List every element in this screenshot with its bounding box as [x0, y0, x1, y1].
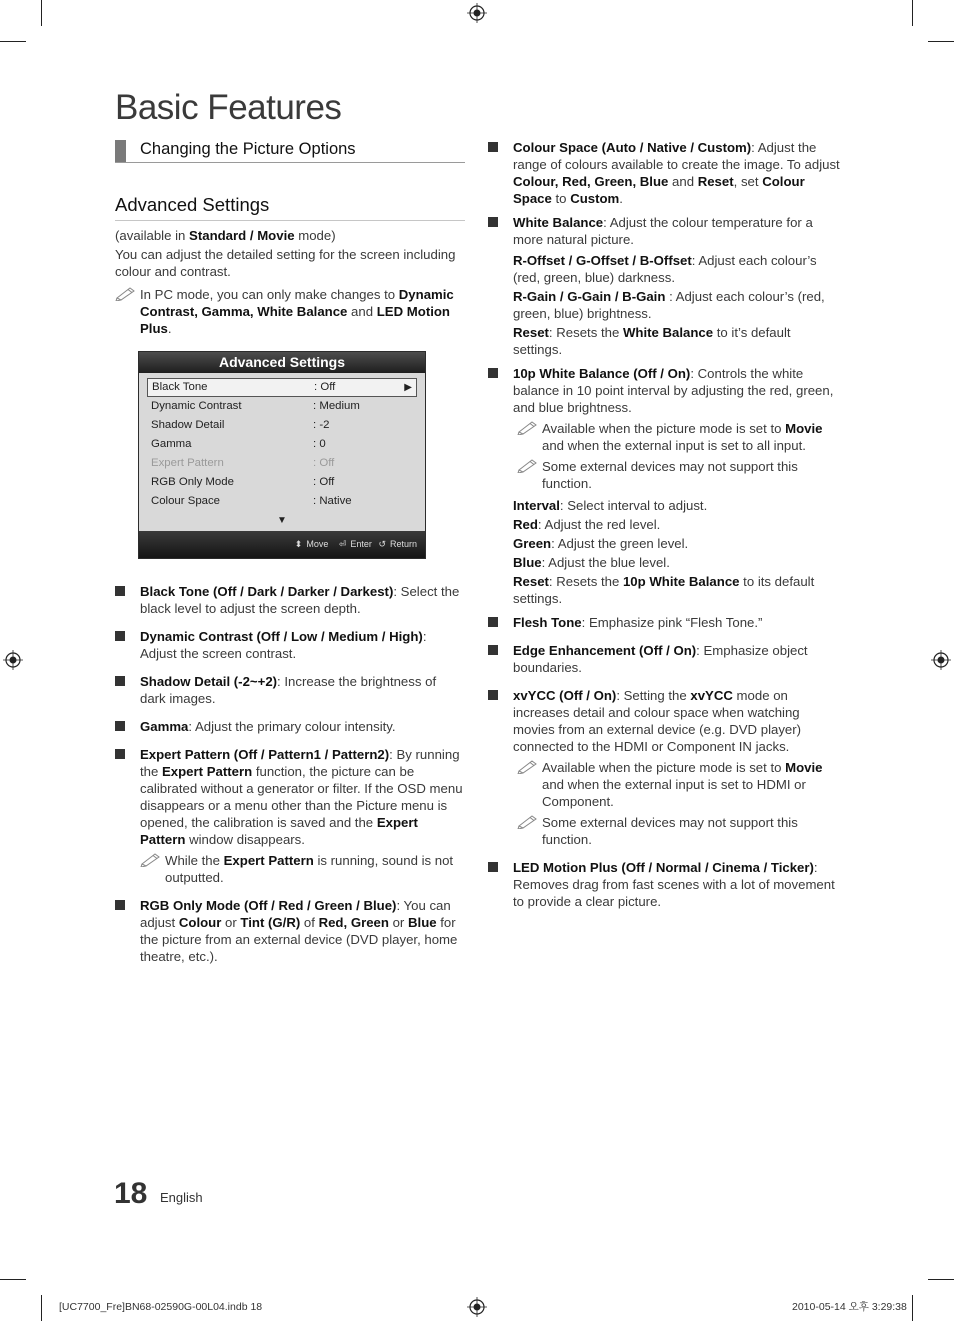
10p-green: Green: Adjust the green level.: [513, 536, 689, 551]
note-pencil-icon: [115, 285, 137, 301]
print-date: 2010-05-14 오후 3:29:38: [792, 1301, 907, 1313]
10p-interval: Interval: Select interval to adjust.: [513, 498, 708, 513]
crop-mark: [0, 1279, 26, 1280]
note-pencil-icon: [517, 457, 539, 473]
10p-reset: Reset: Resets the 10p White Balance to its default settings.: [513, 574, 815, 606]
registration-mark-icon: [467, 1297, 487, 1317]
crop-mark: [0, 41, 26, 42]
osd-row-gamma[interactable]: Gamma : 0: [151, 438, 326, 450]
xvycc-note-external: Some external devices may not support this function.: [517, 814, 840, 848]
expert-pattern-note: While the Expert Pattern is running, sound is not outputted.: [140, 852, 465, 886]
right-item-list: [488, 139, 840, 910]
list-item-dynamic-contrast: Dynamic Contrast (Off / Low / Medium / High): Adjust the screen contrast.: [115, 628, 465, 662]
section-heading: [115, 138, 465, 163]
bullet-square-icon: [488, 368, 498, 378]
bullet-square-icon: [488, 862, 498, 872]
crop-mark: [928, 41, 954, 42]
list-item-white-balance: White Balance: Adjust the colour temperature for a more natural picture. R-Offset / G-Offset / B-Offset: Adjust each colour’s (red, green, blue) darkness. R-Gain / G-Gain / B-Gain : Adjust each colour’s (red, green, blue) brightness. Reset: Resets the White Balance to it’s default settings.: [488, 214, 840, 358]
bullet-square-icon: [115, 721, 125, 731]
pc-mode-note: In PC mode, you can only make changes to Dynamic Contrast, Gamma, White Balance and LED Motion Plus.: [115, 286, 465, 337]
list-item-edge-enhancement: Edge Enhancement (Off / On): Emphasize object boundaries.: [488, 642, 840, 676]
section-bar: [115, 140, 126, 162]
file-name: [UC7700_Fre]BN68-02590G-00L04.indb 18: [59, 1301, 263, 1313]
page-number: 18: [114, 1177, 148, 1210]
list-item-shadow-detail: Shadow Detail (-2~+2): Increase the brightness of dark images.: [115, 673, 465, 707]
crop-mark: [41, 1295, 42, 1321]
crop-mark: [912, 1295, 913, 1321]
intro-description: You can adjust the detailed setting for the screen including colour and contrast.: [115, 247, 456, 279]
osd-enter-label: Enter: [350, 539, 372, 549]
left-column: [115, 138, 465, 972]
white-balance-reset: Reset: Resets the White Balance to it’s default settings.: [513, 325, 791, 357]
bullet-square-icon: [488, 690, 498, 700]
bullet-square-icon: [488, 142, 498, 152]
bullet-square-icon: [115, 900, 125, 910]
bullet-square-icon: [115, 586, 125, 596]
note-pencil-icon: [517, 758, 539, 774]
osd-rows: [147, 378, 417, 511]
subsection-title: Advanced Settings: [115, 193, 465, 221]
crop-mark: [41, 0, 42, 26]
xvycc-note-movie: Available when the picture mode is set to Movie and when the external input is set to HDMI or Component.: [517, 759, 840, 810]
bullet-square-icon: [115, 749, 125, 759]
list-item-flesh-tone: Flesh Tone: Emphasize pink “Flesh Tone.”: [488, 614, 840, 631]
osd-move-label: Move: [306, 539, 329, 549]
registration-mark-icon: [931, 650, 951, 670]
bullet-square-icon: [488, 217, 498, 227]
list-item-10p-white-balance: 10p White Balance (Off / On): Controls the white balance in 10 point interval by adjusting the red, green, and blue brightness. Available when the picture mode is set to Movie and when the external input is set to all input. Some external devices may not support this function. Interval: Select interval to adjust. Red: Adjust the red level. Green: Adjust the green level. Blue: Adjust the blue level. Reset: Resets the 10p White Balance to its default settings.: [488, 365, 840, 607]
white-balance-offset: R-Offset / G-Offset / B-Offset: Adjust each colour’s (red, green, blue) darkness.: [513, 253, 817, 285]
left-item-list: [115, 583, 465, 965]
note-pencil-icon: [517, 813, 539, 829]
10p-blue: Blue: Adjust the blue level.: [513, 555, 670, 570]
section-title: Changing the Picture Options: [140, 140, 356, 158]
white-balance-gain: R-Gain / G-Gain / B-Gain : Adjust each colour’s (red, green, blue) brightness.: [513, 289, 825, 321]
list-item-xvycc: xvYCC (Off / On): Setting the xvYCC mode on increases detail and colour space when watching movies from an external device (e.g. DVD player) connected to the HDMI or Component IN jacks. Available when the picture mode is set to Movie and when the external input is set to HDMI or Component. Some external devices may not support this function.: [488, 687, 840, 848]
list-item-gamma: Gamma: Adjust the primary colour intensity.: [115, 718, 465, 735]
return-icon: ↺: [378, 539, 386, 549]
bullet-square-icon: [115, 631, 125, 641]
10p-red: Red: Adjust the red level.: [513, 517, 661, 532]
osd-row-colour-space[interactable]: Colour Space : Native: [151, 495, 352, 507]
language-label: English: [160, 1190, 203, 1205]
10p-note-movie: Available when the picture mode is set to Movie and when the external input is set to all input.: [517, 420, 840, 454]
osd-row-dynamic-contrast[interactable]: Dynamic Contrast : Medium: [151, 400, 360, 412]
scroll-down-icon: ▼: [277, 515, 287, 526]
right-column: [488, 139, 840, 917]
10p-note-external: Some external devices may not support this function.: [517, 458, 840, 492]
crop-mark: [928, 1279, 954, 1280]
osd-title: Advanced Settings: [139, 352, 425, 373]
note-pencil-icon: [140, 851, 162, 867]
osd-row-shadow-detail[interactable]: Shadow Detail : -2: [151, 419, 330, 431]
enter-icon: ⏎: [338, 539, 347, 549]
list-item-expert-pattern: Expert Pattern (Off / Pattern1 / Pattern2): By running the Expert Pattern function, the picture can be calibrated without a generator or filter. If the OSD menu disappears or a menu other than the Picture menu is opened, the calibration is saved and the Expert Pattern window disappears. While the Expert Pattern is running, sound is not outputted.: [115, 746, 465, 886]
registration-mark-icon: [3, 650, 23, 670]
osd-row-black-tone[interactable]: Black Tone : Off ▶: [147, 378, 417, 397]
bullet-square-icon: [488, 617, 498, 627]
osd-row-expert-pattern: Expert Pattern : Off: [151, 457, 335, 469]
osd-menu-screenshot: [138, 351, 426, 559]
osd-row-rgb-only-mode[interactable]: RGB Only Mode : Off: [151, 476, 335, 488]
osd-return-label: Return: [389, 539, 417, 549]
osd-footer: [139, 531, 425, 558]
list-item-led-motion-plus: LED Motion Plus (Off / Normal / Cinema / Ticker): Removes drag from fast scenes with a lot of movement to provide a clear picture.: [488, 859, 840, 910]
page-title: Basic Features: [115, 88, 342, 127]
move-icon: ⬍: [294, 539, 303, 549]
registration-mark-icon: [467, 3, 487, 23]
list-item-rgb-only-mode: RGB Only Mode (Off / Red / Green / Blue): You can adjust Colour or Tint (G/R) of Red, Green or Blue for the picture from an external device (DVD player, home theatre, etc.).: [115, 897, 465, 965]
crop-mark: [912, 0, 913, 26]
availability-text: (available in Standard / Movie mode): [115, 228, 336, 243]
bullet-square-icon: [488, 645, 498, 655]
arrow-right-icon: ▶: [404, 382, 412, 393]
bullet-square-icon: [115, 676, 125, 686]
list-item-black-tone: Black Tone (Off / Dark / Darker / Darkest): Select the black level to adjust the screen depth.: [115, 583, 465, 617]
list-item-colour-space: Colour Space (Auto / Native / Custom): Adjust the range of colours available to create the image. To adjust Colour, Red, Green, Blue and Reset, set Colour Space to Custom.: [488, 139, 840, 207]
note-pencil-icon: [517, 419, 539, 435]
